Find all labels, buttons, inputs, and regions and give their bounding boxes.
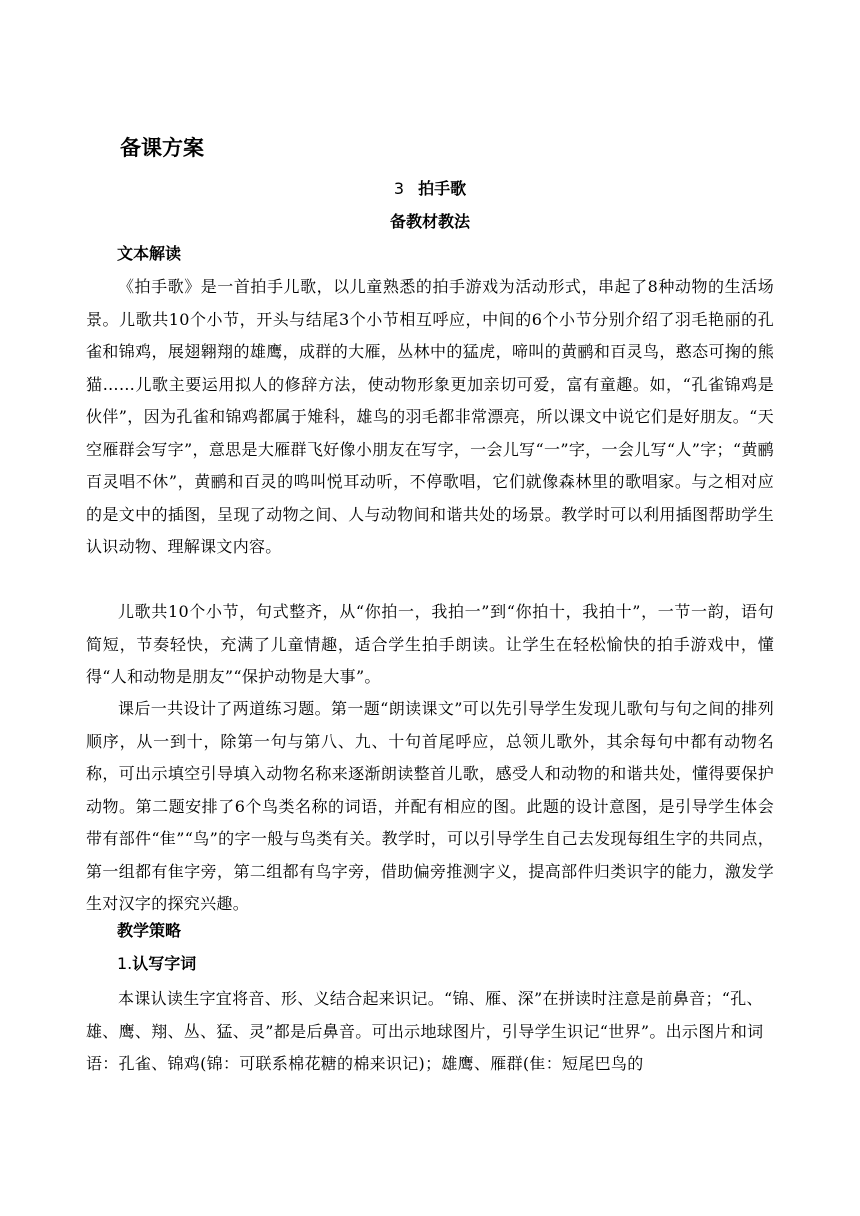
subsection-number: 1. [117,954,133,973]
section-title-text-reading: 文本解读 [117,244,182,263]
lesson-title [0,176,860,199]
subsection-title-text: 认写字词 [132,954,197,973]
lesson-number: 3 [393,179,405,198]
paragraph: 课后一共设计了两道练习题。第一题“朗读课文”可以先引导学生发现儿歌句与句之间的排列顺序，从一到十，除第一句与第八、九、十句首尾呼应，总领儿歌外，其余每句中都有动物名称，可出示填空引导填入动物名称来逐渐朗读整首儿歌，感受人和动物的和谐共处，懂得要保护动物。第二题安排了6个鸟类名称的词语，并配有相应的图。此题的设计意图，是引导学生体会带有部件“隹”“鸟”的字一般与鸟类有关。教学时，可以引导学生自己去发现每组生字的共同点，第一组都有隹字旁，第二组都有鸟字旁，借助偏旁推测字义，提高部件归类识字的能力，激发学生对汉字的探究兴趣。 [86,699,774,913]
subsection-title [117,951,196,974]
lesson-title-text: 拍手歌 [418,179,467,198]
paragraph: 《拍手歌》是一首拍手儿歌，以儿童熟悉的拍手游戏为活动形式，串起了8种动物的生活场景。儿歌共10个小节，开头与结尾3个小节相互呼应，中间的6个小节分别介绍了羽毛艳丽的孔雀和锦鸡，展翅翱翔的雄鹰，成群的大雁，丛林中的猛虎，啼叫的黄鹂和百灵鸟，憨态可掬的熊猫……儿歌主要运用拟人的修辞方法，使动物形象更加亲切可爱，富有童趣。如，“孔雀锦鸡是伙伴”，因为孔雀和锦鸡都属于雉科，雄鸟的羽毛都非常漂亮，所以课文中说它们是好朋友。“天空雁群会写字”，意思是大雁群飞好像小朋友在写字，一会儿写“一”字，一会儿写“人”字；“黄鹂百灵唱不休”，黄鹂和百灵的鸣叫悦耳动听，不停歌唱，它们就像森林里的歌唱家。与之相对应的是文中的插图，呈现了动物之间、人与动物间和谐共处的场景。教学时可以利用插图帮助学生认识动物、理解课文内容。 [86,277,774,556]
section-title-teaching-strategy: 教学策略 [117,921,182,940]
paragraph: 儿歌共10个小节，句式整齐，从“你拍一，我拍一”到“你拍十，我拍十”，一节一韵，语句简短，节奏轻快，充满了儿童情趣，适合学生拍手朗读。让学生在轻松愉快的拍手游戏中，懂得“人和动物是朋友”“保护动物是大事”。 [86,602,774,686]
document-heading: 备课方案 [120,136,204,160]
subtitle: 备教材教法 [389,212,470,231]
paragraph: 本课认读生字宜将音、形、义结合起来识记。“锦、雁、深”在拼读时注意是前鼻音；“孔、雄、鹰、翔、丛、猛、灵”都是后鼻音。可出示地球图片，引导学生识记“世界”。出示图片和词语：孔雀、锦鸡(锦：可联系棉花糖的棉来识记)；雄鹰、雁群(隹：短尾巴鸟的 [86,989,764,1073]
